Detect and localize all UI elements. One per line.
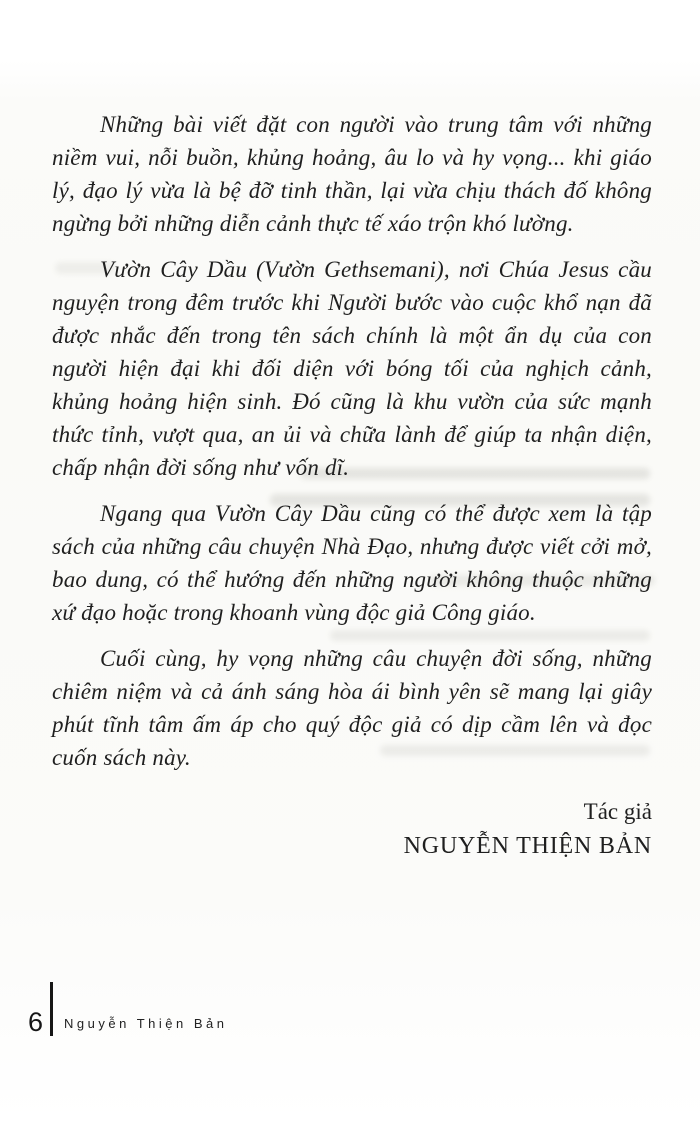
page-number: 6	[28, 1007, 44, 1037]
page-footer	[28, 982, 227, 1036]
paragraph-1: Những bài viết đặt con người vào trung tâm với những niềm vui, nỗi buồn, khủng hoảng, âu lo và hy vọng... khi giáo lý, đạo lý vừa là bệ đỡ tinh thần, lại vừa chịu thách đố không ngừng bởi những diễn cảnh thực tế xáo trộn khó lường.	[52, 112, 652, 236]
signature-role-label: Tác giả	[583, 799, 652, 824]
paragraph-2: Vườn Cây Dầu (Vườn Gethsemani), nơi Chúa Jesus cầu nguyện trong đêm trước khi Người bước vào cuộc khổ nạn đã được nhắc đến trong tên sách chính là một ẩn dụ của con người hiện đại khi đối diện với bóng tối của nghịch cảnh, khủng hoảng hiện sinh. Đó cũng là khu vườn của sức mạnh thức tỉnh, vượt qua, an ủi và chữa lành để giúp ta nhận diện, chấp nhận đời sống như vốn dĩ.	[52, 257, 652, 480]
signature-author-name: NGUYỄN THIỆN BẢN	[403, 833, 652, 859]
paragraph-4: Cuối cùng, hy vọng những câu chuyện đời sống, những chiêm niệm và cả ánh sáng hòa ái bình yên sẽ mang lại giây phút tĩnh tâm ấm áp cho quý độc giả có dịp cầm lên và đọc cuốn sách này.	[52, 646, 652, 770]
footer-divider-rule	[50, 982, 53, 1036]
paragraph-3: Ngang qua Vườn Cây Dầu cũng có thể được xem là tập sách của những câu chuyện Nhà Đạo, nhưng được viết cởi mở, bao dung, có thể hướng đến những người không thuộc những xứ đạo hoặc trong khoanh vùng độc giả Công giáo.	[52, 501, 652, 625]
footer-book-author: Nguyễn Thiện Bản	[64, 1016, 228, 1031]
author-signature-block	[52, 796, 652, 864]
